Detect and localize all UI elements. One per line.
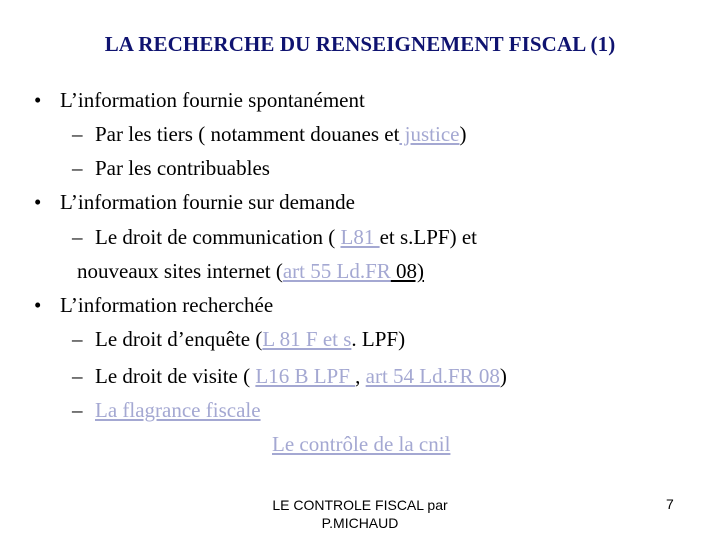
dash-marker: – [72, 398, 83, 422]
link-l81[interactable]: L81 [340, 225, 380, 249]
slide-footer [230, 496, 490, 532]
sub-item-right-of-communication [95, 225, 477, 250]
footer-line-1: LE CONTROLE FISCAL par [272, 497, 448, 513]
dash-marker: – [72, 156, 83, 180]
sub-item-continuation-internet-sites [77, 259, 424, 284]
link-l81f[interactable]: L 81 F et s [262, 327, 352, 351]
cnil-control-line [272, 432, 450, 457]
dash-marker: – [72, 122, 83, 146]
link-controle-cnil[interactable]: Le contrôle de la cnil [272, 432, 451, 456]
sub-item-text: Le droit de communication ( [95, 225, 341, 249]
link-l16b-lpf[interactable]: L16 B LPF [255, 364, 356, 388]
link-art-55-ldfr[interactable]: art 55 Ld.FR [282, 259, 391, 283]
link-art-54-ldfr[interactable]: art 54 Ld.FR 08 [365, 364, 500, 388]
sub-item-text: nouveaux sites internet ( [77, 259, 283, 283]
sub-item-right-of-visit [95, 364, 507, 389]
bullet-marker: • [34, 88, 42, 112]
sub-item-text: Par les tiers ( notamment douanes et [95, 122, 400, 146]
dash-marker: – [72, 225, 83, 249]
sub-item-separator: , [355, 364, 366, 388]
footer-line-2: P.MICHAUD [321, 515, 399, 531]
sub-item-text-close: et s.LPF) et [379, 225, 478, 249]
sub-item-text: Le droit d’enquête ( [95, 327, 263, 351]
slide-title: LA RECHERCHE DU RENSEIGNEMENT FISCAL (1) [104, 32, 616, 56]
sub-item-text: Le droit de visite ( [95, 364, 256, 388]
link-flagrance-fiscale[interactable]: La flagrance fiscale [95, 398, 261, 422]
bullet-info-on-request: L’information fournie sur demande [60, 190, 355, 214]
sub-item-right-of-inquiry [95, 327, 405, 352]
bullet-marker: • [34, 190, 42, 214]
link-08[interactable]: 08) [390, 259, 425, 283]
dash-marker: – [72, 364, 83, 388]
sub-item-tax-flagrance [95, 398, 261, 423]
sub-item-text-close: ) [499, 364, 507, 388]
bullet-info-researched: L’information recherchée [60, 293, 274, 317]
sub-item-text-close: ) [459, 122, 467, 146]
sub-item-third-parties [95, 122, 467, 147]
sub-item-taxpayers: Par les contribuables [95, 156, 270, 180]
bullet-spontaneous-info: L’information fournie spontanément [60, 88, 365, 112]
page-number: 7 [666, 496, 674, 512]
dash-marker: – [72, 327, 83, 351]
link-justice[interactable]: justice [399, 122, 460, 146]
sub-item-text-close: . LPF) [351, 327, 406, 351]
bullet-marker: • [34, 293, 42, 317]
